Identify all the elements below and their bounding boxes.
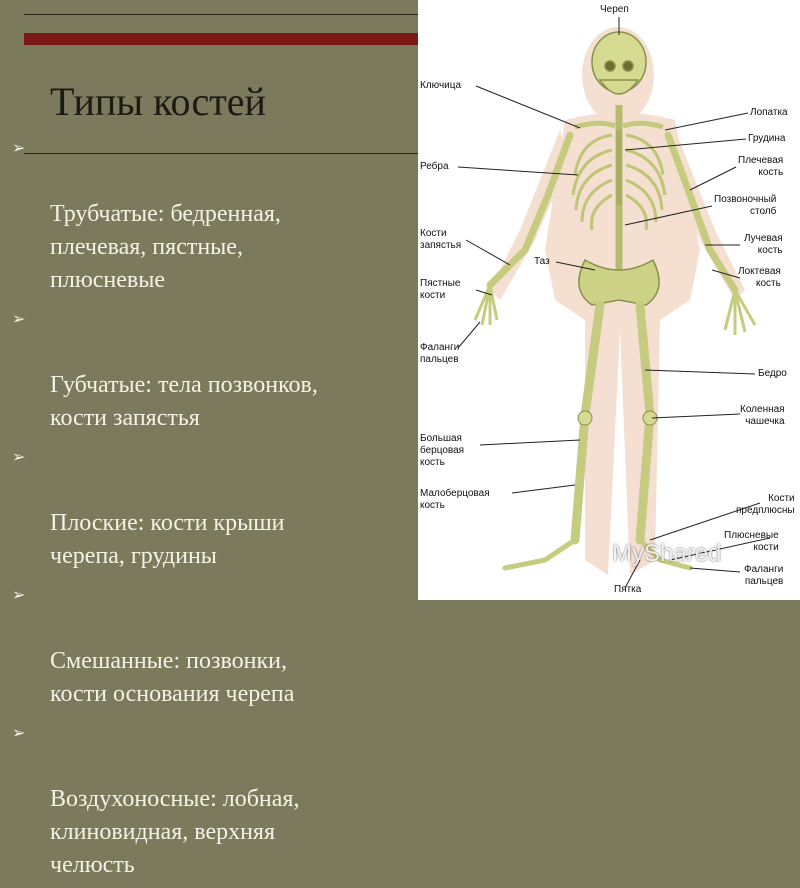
label-radius: Лучевая кость xyxy=(744,233,783,256)
label-spine: Позвоночный столб xyxy=(714,194,777,217)
bullet-item xyxy=(12,303,412,435)
label-tibia: Большая берцовая кость xyxy=(420,433,465,468)
bullet-arrow-icon: ➢ xyxy=(12,311,26,328)
label-patella: Коленная чашечка xyxy=(740,404,785,427)
label-humerus: Плечевая кость xyxy=(738,155,784,178)
label-ulna: Локтевая кость xyxy=(738,266,781,289)
accent-bar xyxy=(24,33,418,45)
bullet-arrow-icon: ➢ xyxy=(12,725,26,742)
label-heel: Пятка xyxy=(614,584,642,595)
label-tarsals: Кости предплюсны xyxy=(736,493,795,516)
label-metacarpals: Пястные кости xyxy=(420,278,461,301)
label-skull: Череп xyxy=(600,4,629,15)
bullet-text: Губчатые: тела позвонков, кости запястья xyxy=(50,372,318,431)
patella-icon xyxy=(578,411,592,425)
top-decor-bar xyxy=(24,14,418,34)
label-carpals: Кости запястья xyxy=(420,228,462,251)
bullet-item xyxy=(12,441,412,573)
slide-title: Типы костей xyxy=(50,79,266,124)
bullet-item xyxy=(12,579,412,711)
bullet-arrow-icon: ➢ xyxy=(12,140,26,157)
skeleton-figure-panel xyxy=(418,0,800,600)
bullet-arrow-icon: ➢ xyxy=(12,449,26,466)
bullet-arrow-icon: ➢ xyxy=(12,587,26,604)
label-clavicle: Ключица xyxy=(420,80,462,91)
label-ribs: Ребра xyxy=(420,161,449,172)
label-sternum: Грудина xyxy=(748,133,786,144)
bullet-text: Смешанные: позвонки, кости основания черепа xyxy=(50,648,295,707)
label-femur: Бедро xyxy=(758,368,787,379)
watermark-logo: MyShared xyxy=(612,540,722,567)
bullet-item xyxy=(12,717,412,882)
label-hand-phalanges: Фаланги пальцев xyxy=(420,342,460,365)
label-pelvis: Таз xyxy=(534,256,550,267)
label-fibula: Малоберцовая кость xyxy=(420,488,490,511)
label-metatarsals: Плюсневые кости xyxy=(724,530,779,553)
bullet-item xyxy=(12,132,412,297)
label-scapula: Лопатка xyxy=(750,107,788,118)
bullet-list xyxy=(12,132,412,888)
bullet-text: Плоские: кости крыши черепа, грудины xyxy=(50,510,285,569)
bullet-text: Трубчатые: бедренная, плечевая, пястные, плюсневые xyxy=(50,201,281,293)
label-foot-phalanges: Фаланги пальцев xyxy=(744,564,784,587)
bullet-text: Воздухоносные: лобная, клиновидная, верхняя челюсть xyxy=(50,786,300,878)
